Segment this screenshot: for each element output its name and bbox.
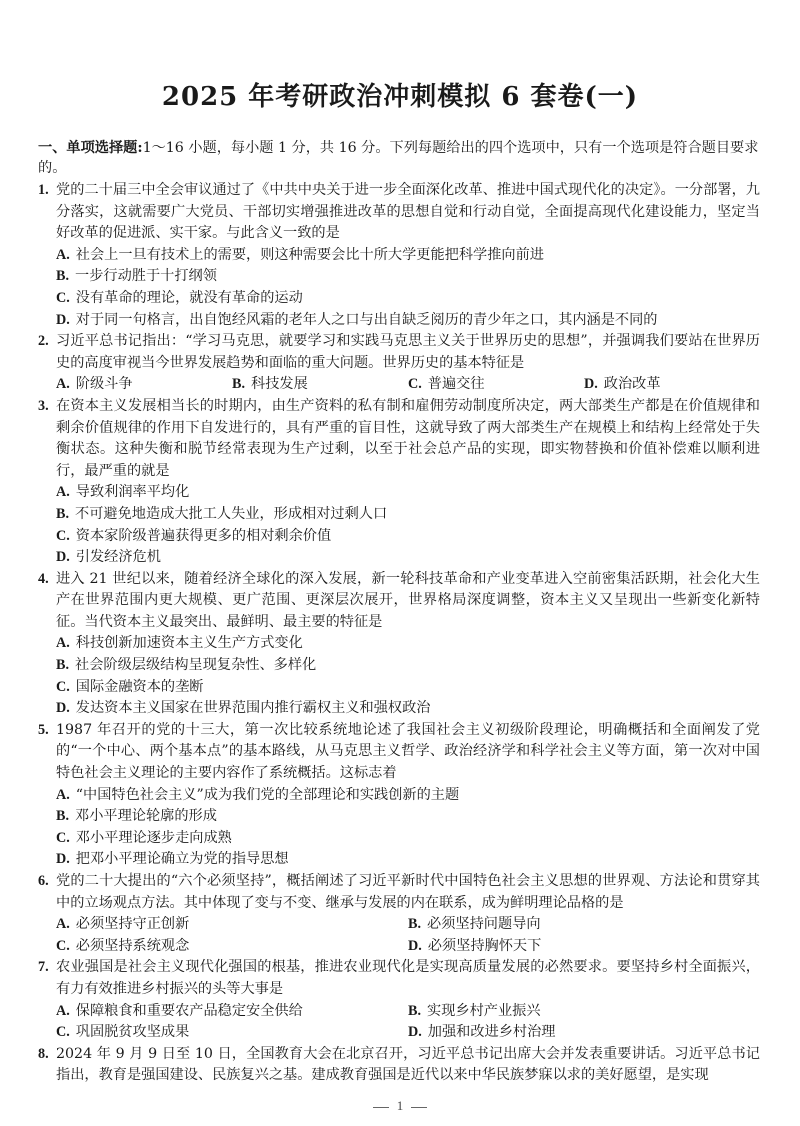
option-a[interactable] [56, 785, 760, 807]
option-text: 科技创新加速资本主义生产方式变化 [75, 635, 303, 652]
question-text: 农业强国是社会主义现代化强国的根基，推进农业现代化是实现高质量发展的必然要求。要坚持乡村全面振兴，有力有效推进乡村振兴的头等大事是 [56, 959, 760, 997]
question-text: 1987 年召开的党的十三大，第一次比较系统地论述了我国社会主义初级阶段理论，明确概括和全面阐发了党的“一个中心、两个基本点”的基本路线，从马克思主义哲学、政治经济学和科学社会主义等方面，第一次对中国特色社会主义理论的主要内容作了系统概括。这标志着 [56, 721, 760, 782]
option-d[interactable] [584, 374, 760, 396]
question-1 [38, 180, 760, 331]
option-letter: C. [56, 527, 70, 544]
section-instructions [38, 138, 760, 178]
option-text: “中国特色社会主义”成为我们党的全部理论和实践创新的主题 [75, 786, 460, 803]
option-c[interactable] [56, 1022, 408, 1044]
option-text: 资本家阶级普遍获得更多的相对剩余价值 [75, 527, 332, 544]
section-heading: 一、单项选择题: [38, 140, 143, 156]
option-text: 社会上一旦有技术上的需要，则这种需要会比十所大学更能把科学推向前进 [75, 246, 544, 263]
question-list [38, 180, 760, 1087]
option-letter: B. [56, 808, 70, 825]
question-number: 1. [38, 182, 49, 198]
question-number: 3. [38, 397, 49, 414]
option-text: 导致利润率平均化 [75, 484, 190, 501]
option-letter: D. [56, 311, 70, 328]
footer-dash-left [373, 1107, 389, 1108]
question-stem [38, 1044, 760, 1087]
question-text: 习近平总书记指出：“学习马克思，就要学习和实践马克思主义关于世界历史的思想”，并强调我们要站在世界历史的高度审视当今世界发展趋势和面临的重大问题。世界历史的基本特征是 [56, 333, 760, 371]
option-letter: D. [584, 376, 598, 393]
option-letter: B. [56, 268, 70, 285]
option-a[interactable] [56, 1001, 408, 1023]
option-text: 没有革命的理论，就没有革命的运动 [75, 289, 303, 306]
option-c[interactable] [56, 936, 408, 958]
page-number: 1 [396, 1098, 404, 1113]
question-stem [38, 180, 760, 245]
option-letter: B. [232, 376, 246, 393]
option-letter: A. [56, 786, 70, 803]
option-list [38, 1001, 760, 1044]
question-number: 6. [38, 873, 49, 889]
option-b[interactable] [408, 1001, 760, 1023]
question-7 [38, 957, 760, 1043]
option-text: 邓小平理论逐步走向成熟 [75, 829, 232, 846]
option-c[interactable] [56, 526, 760, 548]
option-a[interactable] [56, 633, 760, 655]
question-stem [38, 396, 760, 482]
option-text: 必须坚持胸怀天下 [427, 937, 542, 954]
question-text: 党的二十大提出的“六个必须坚持”，概括阐述了习近平新时代中国特色社会主义思想的世界观、方法论和贯穿其中的立场观点方法。其中体现了变与不变、继承与发展的内在联系，成为鲜明理论品格的是 [56, 873, 760, 911]
option-text: 政治改革 [603, 376, 661, 393]
section-text: 1～16 小题，每小题 1 分，共 16 分。下列每题给出的四个选项中，只有一个选项是符合题目要求的。 [38, 140, 759, 176]
question-stem [38, 331, 760, 374]
footer-dash-right [411, 1107, 427, 1108]
option-a[interactable] [56, 245, 760, 267]
option-a[interactable] [56, 374, 232, 396]
option-text: 科技发展 [251, 376, 308, 393]
option-text: 发达资本主义国家在世界范围内推行霸权主义和强权政治 [75, 700, 431, 717]
option-d[interactable] [56, 547, 760, 569]
option-b[interactable] [232, 374, 408, 396]
option-c[interactable] [56, 677, 760, 699]
option-letter: B. [408, 1002, 422, 1019]
option-text: 必须坚持守正创新 [75, 916, 190, 933]
question-number: 2. [38, 333, 49, 350]
option-text: 引发经济危机 [75, 549, 161, 566]
question-text: 党的二十届三中全会审议通过了《中共中央关于进一步全面深化改革、推进中国式现代化的决定》。一分部署，九分落实，这就需要广大党员、干部切实增强推进改革的思想自觉和行动自觉，全面提高现代化建设能力，坚定当好改革的促进派、实干家。与此含义一致的是 [56, 182, 760, 242]
option-letter: A. [56, 635, 70, 652]
option-text: 对于同一句格言，出自饱经风霜的老年人之口与出自缺乏阅历的青少年之口，其内涵是不同的 [75, 311, 658, 328]
option-text: 必须坚持系统观念 [75, 937, 190, 954]
page-footer [0, 1098, 800, 1114]
option-d[interactable] [408, 936, 760, 958]
option-b[interactable] [56, 266, 760, 288]
option-text: 必须坚持问题导向 [427, 916, 541, 933]
option-d[interactable] [56, 849, 760, 871]
question-8 [38, 1044, 760, 1087]
question-3 [38, 396, 760, 569]
option-c[interactable] [56, 828, 760, 850]
option-letter: A. [56, 376, 70, 393]
question-4 [38, 569, 760, 720]
question-number: 8. [38, 1045, 49, 1062]
option-letter: B. [56, 657, 70, 674]
option-letter: B. [408, 916, 422, 933]
option-b[interactable] [56, 655, 760, 677]
question-number: 5. [38, 721, 49, 738]
option-letter: D. [56, 851, 70, 868]
question-number: 7. [38, 959, 49, 976]
option-b[interactable] [56, 504, 760, 526]
question-text: 在资本主义发展相当长的时期内，由生产资料的私有制和雇佣劳动制度所决定，两大部类生产都是在价值规律和剩余价值规律的作用下自发进行的，具有严重的盲目性，这就导致了两大部类生产在规模上和结构上经常处于失衡状态。这种失衡和脱节经常表现为生产过剩，以至于社会总产品的实现，即实物替换和价值补偿难以顺利进行，最严重的就是 [56, 397, 760, 479]
option-text: 加强和改进乡村治理 [427, 1024, 556, 1041]
option-text: 一步行动胜于十打纲领 [75, 268, 217, 285]
question-stem [38, 871, 760, 914]
question-number: 4. [38, 570, 49, 587]
option-list [38, 245, 760, 331]
question-5 [38, 720, 760, 871]
option-letter: C. [56, 937, 70, 954]
option-d[interactable] [56, 698, 760, 720]
option-a[interactable] [56, 914, 408, 936]
option-text: 国际金融资本的垄断 [75, 678, 204, 695]
option-letter: C. [56, 1024, 70, 1041]
option-text: 社会阶级层级结构呈现复杂性、多样化 [75, 657, 317, 674]
option-letter: D. [408, 1024, 422, 1041]
option-letter: B. [56, 505, 70, 522]
option-c[interactable] [408, 374, 584, 396]
option-letter: C. [56, 678, 70, 695]
option-d[interactable] [408, 1022, 760, 1044]
question-stem [38, 569, 760, 634]
option-a[interactable] [56, 482, 760, 504]
option-letter: A. [56, 916, 70, 933]
question-text: 进入 21 世纪以来，随着经济全球化的深入发展，新一轮科技革命和产业变革进入空前密集活跃期，社会化大生产在世界范围内更大规模、更广范围、更深层次展开，世界格局深度调整，资本主义又呈现出一些新变化新特征。当代资本主义最突出、最鲜明、最主要的特征是 [56, 570, 760, 630]
option-letter: C. [408, 376, 422, 393]
option-b[interactable] [408, 914, 760, 936]
option-text: 不可避免地造成大批工人失业，形成相对过剩人口 [75, 505, 388, 522]
option-b[interactable] [56, 806, 760, 828]
option-text: 普遍交往 [427, 376, 485, 393]
page-title: 2025 年考研政治冲刺模拟 6 套卷(一) [161, 82, 639, 112]
option-list [38, 374, 760, 396]
question-text: 2024 年 9 月 9 日至 10 日，全国教育大会在北京召开，习近平总书记出席大会并发表重要讲话。习近平总书记指出，教育是强国建设、民族复兴之基。建成教育强国是近代以来中华民族梦寐以求的美好愿望，是实现 [56, 1045, 760, 1084]
option-text: 实现乡村产业振兴 [427, 1002, 541, 1019]
option-letter: D. [56, 700, 70, 717]
option-text: 把邓小平理论确立为党的指导思想 [75, 851, 289, 868]
option-letter: A. [56, 1002, 70, 1019]
question-6 [38, 871, 760, 957]
option-text: 阶级斗争 [75, 376, 133, 393]
option-c[interactable] [56, 288, 760, 310]
option-list [38, 482, 760, 568]
option-list [38, 785, 760, 871]
option-list [38, 633, 760, 719]
option-letter: A. [56, 246, 70, 263]
question-stem [38, 957, 760, 1000]
option-letter: C. [56, 289, 70, 306]
option-letter: D. [408, 937, 422, 954]
option-letter: A. [56, 484, 70, 501]
option-text: 巩固脱贫攻坚成果 [75, 1024, 190, 1041]
option-letter: C. [56, 829, 70, 846]
option-text: 保障粮食和重要农产品稳定安全供给 [75, 1002, 303, 1019]
option-text: 邓小平理论轮廓的形成 [75, 808, 217, 825]
option-d[interactable] [56, 310, 760, 332]
question-2 [38, 331, 760, 396]
option-letter: D. [56, 549, 70, 566]
question-stem [38, 720, 760, 785]
option-list [38, 914, 760, 957]
